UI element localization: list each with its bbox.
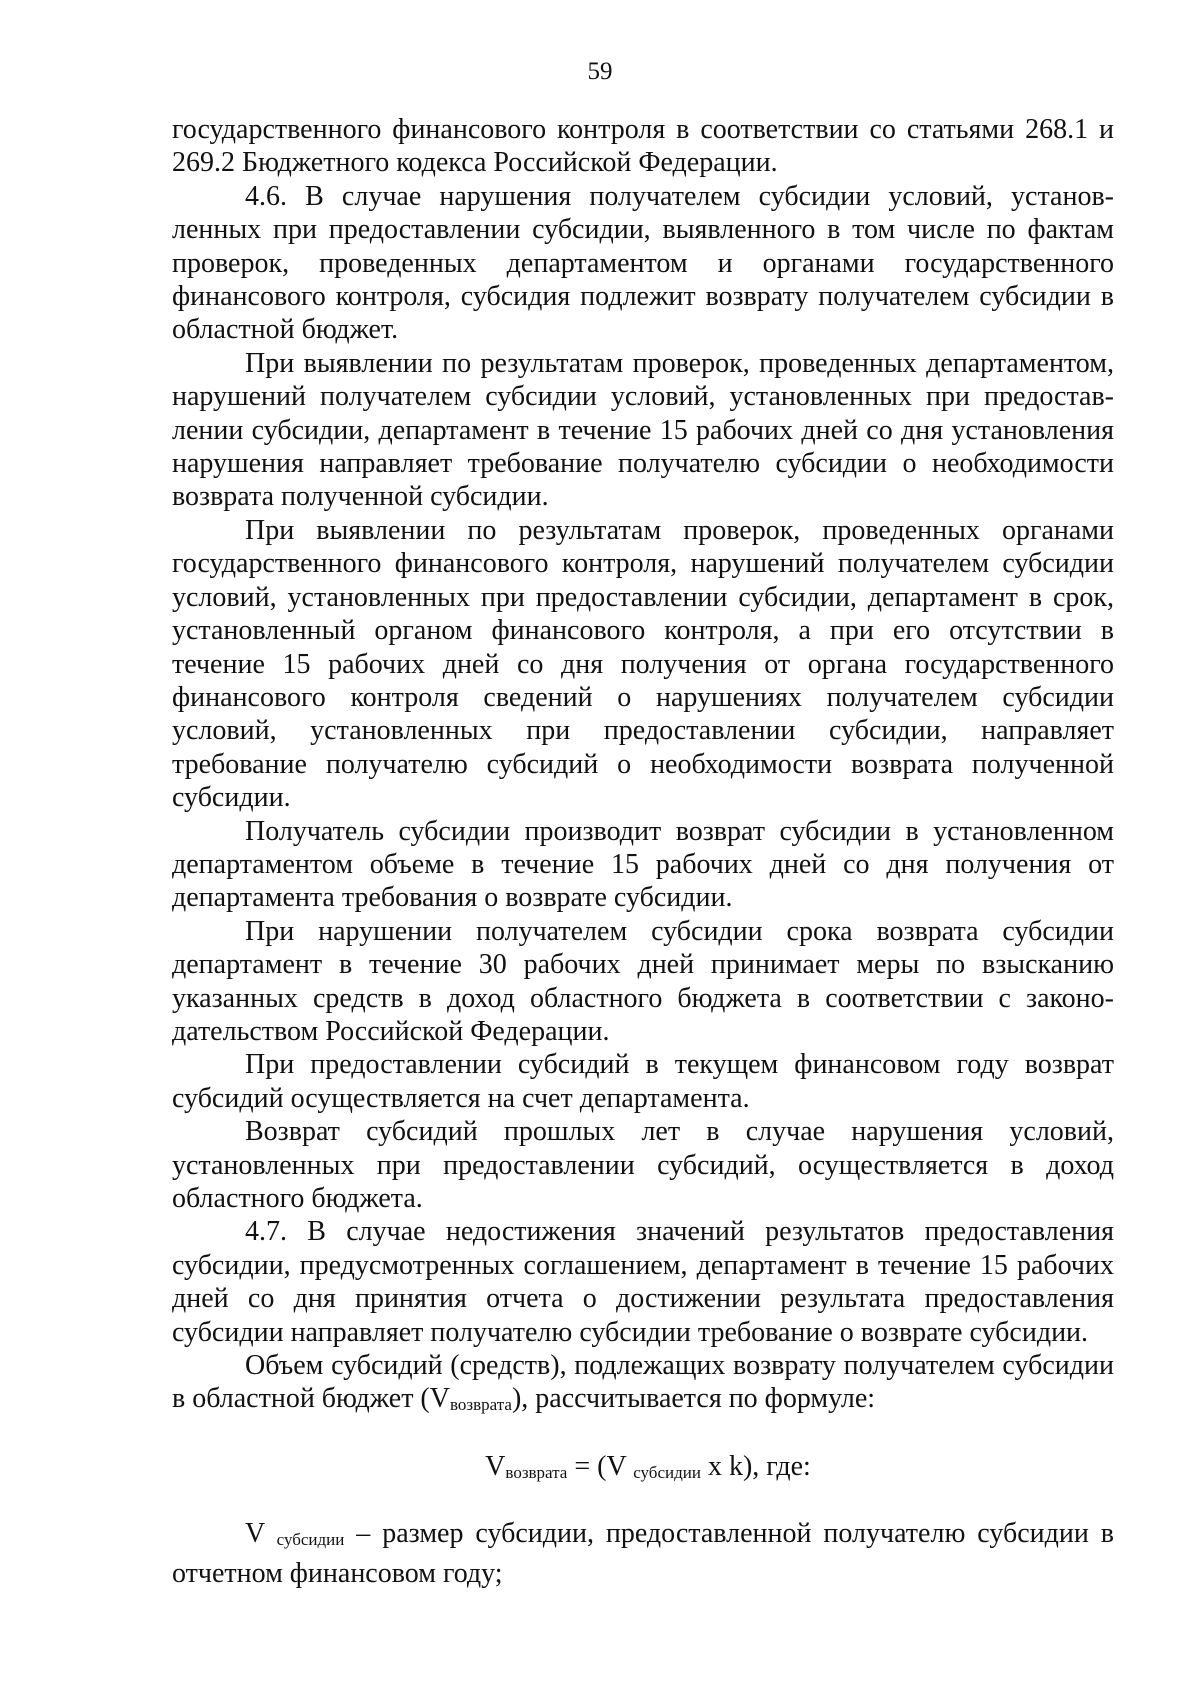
volume-text-after: ), рассчитывается по формуле:	[511, 1383, 876, 1415]
page-number: 59	[587, 58, 613, 85]
document-body	[172, 113, 1114, 1590]
definition-v-subsidy	[172, 1517, 1114, 1590]
paragraph-4-7: 4.7. В случае недостижения значений результатов предоставления субсидии, предусмотренных соглашением, департамент в течение 15 рабочих дней со дня принятия отчета о достижении результата предоставления субсидии направляет получателю субсидии требование о возврате субсидии.	[172, 1216, 1114, 1348]
paragraph-recipient-return: Получатель субсидии производит возврат субсидии в установленном департаментом объеме в течение 15 рабочих дней со дня получения от департамента требования о возврате субсидии.	[172, 815, 1114, 914]
paragraph-past-years-return: Возврат субсидий прошлых лет в случае нарушения условий, установленных при предоставлении субсидий, осуществляется в доход областного бюджета.	[172, 1116, 1114, 1214]
paragraph-continuation: государственного финансового контроля в соответствии со статьями 268.1 и 269.2 Бюджетного кодекса Российской Федерации.	[172, 114, 1114, 179]
paragraph-financial-control-inspections: При выявлении по результатам проверок, проведенных органами государственного финансового контроля, нарушений получателем субсидии условий, установленных при предоставлении субсидии, департамент в срок, установленный органом финансового контроля, а при его отсутствии в течение 15 рабочих дней со дня получения от органа государственного финансового контроля сведений о нарушениях получателем субсидии условий, установленных при предоставлении субсидии, направляет требование получателю субсидий о необходимости возврата полученной субсидии.	[172, 514, 1114, 814]
definition-text: – размер субсидии, предоставленной получателю субсидии в отчетном финансовом году;	[172, 1518, 1114, 1589]
paragraph-department-inspections: При выявлении по результатам проверок, проведенных департаментом, нарушений получателем субсидии условий, установленных при предоставлении субсидии, департамент в течение 15 рабочих дней со дня установления нарушения направляет требование получателю субсидии о необходимости возврата полученной субсидии.	[172, 347, 1114, 513]
definition-symbol: V	[245, 1518, 277, 1550]
paragraph-current-year-return: При предоставлении субсидий в текущем финансовом году возврат субсидий осуществляется на счет департамента.	[172, 1049, 1114, 1114]
paragraph-4-6: 4.6. В случае нарушения получателем субсидии условий, установленных при предоставлении субсидии, выявленного в том числе по фактам проверок, проведенных департаментом и органами государственного финансового контроля, субсидия подлежит возврату получателем субсидии в областной бюджет.	[172, 180, 1114, 346]
formula-lhs-symbol: V	[485, 1450, 506, 1482]
formula-lhs-subscript: возврата	[505, 1462, 568, 1482]
definition-subscript: субсидии	[276, 1530, 345, 1550]
formula-rhs-subscript: субсидии	[633, 1462, 701, 1482]
formula-middle: = (V	[567, 1450, 634, 1482]
paragraph-volume-formula-intro	[172, 1349, 1114, 1422]
paragraph-return-deadline-violation: При нарушении получателем субсидии срока возврата субсидии департамент в течение 30 рабочих дней принимает меры по взысканию указанных средств в доход областного бюджета в соответствии с законодательством Российской Федерации.	[172, 915, 1114, 1047]
volume-subscript: возврата	[449, 1395, 512, 1415]
formula-end: x k), где:	[700, 1450, 811, 1482]
volume-text-before: Объем субсидий (средств), подлежащих возврату получателем субсидии в областной бюджет (V	[172, 1350, 1114, 1415]
return-formula	[172, 1450, 1114, 1489]
